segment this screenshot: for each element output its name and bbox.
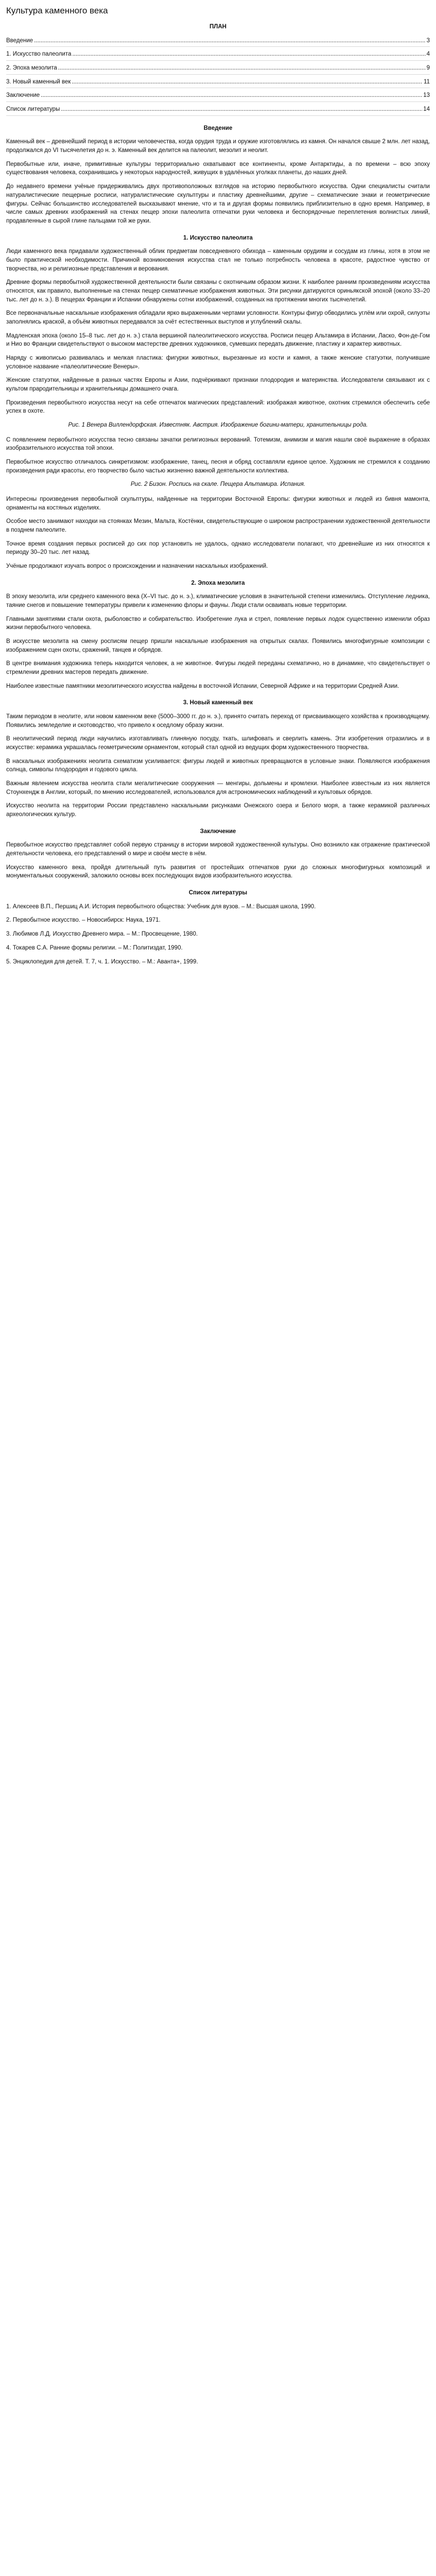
paragraph: С появлением первобытного искусства тесно связаны зачатки религиозных верований. Тотемизм, анимизм и магия нашли своё выражение в образах изобразительного искусства той эпохи. bbox=[6, 436, 430, 452]
toc-item-page: 13 bbox=[423, 92, 430, 99]
toc-leader bbox=[72, 78, 423, 87]
reference-item: 4. Токарев С.А. Ранние формы религии. – М.: Политиздат, 1990. bbox=[6, 944, 183, 951]
section-title: Заключение bbox=[200, 828, 236, 835]
paragraph: Искусство каменного века, пройдя длительный путь развития от простейших отпечатков руки до сложных многофигурных композиций и монументальных сооружений, заложило основы всех последующих видов изобразительного искусства. bbox=[6, 864, 430, 879]
paragraph: Искусство неолита на территории России представлено наскальными рисунками Онежского озера и Белого моря, а также керамикой различных археологических культур. bbox=[6, 803, 430, 818]
toc-item bbox=[6, 104, 430, 116]
toc-item-title: Список литературы bbox=[6, 106, 60, 113]
paragraph: Произведения первобытного искусства несут на себе отпечаток магических представлений: изображая животное, охотник стремился обеспечить себе успех в охоте. bbox=[6, 399, 430, 415]
toc-item bbox=[6, 49, 430, 61]
paragraph: Древние формы первобытной художественной деятельности были связаны с охотничьим образом жизни. К наиболее ранним произведениям искусства относятся, как правило, выполненные на стенах пещер схематичные изображения животных. Эти рисунки датируются ориньякской эпохой (около 33–20 тыс. лет до н. э.). В пещерах Франции и Испании обнаружены сотни изображений, созданных на протяжении многих тысячелетий. bbox=[6, 279, 430, 303]
document-body bbox=[6, 124, 430, 880]
reference-item: 3. Любимов Л.Д. Искусство Древнего мира. – М.: Просвещение, 1980. bbox=[6, 931, 198, 938]
paragraph: Наиболее известные памятники мезолитического искусства найдены в восточной Испании, Северной Африке и на территории Средней Азии. bbox=[6, 683, 399, 689]
references-title: Список литературы bbox=[188, 890, 248, 896]
table-of-contents bbox=[6, 36, 430, 116]
toc-item-page: 9 bbox=[426, 65, 430, 72]
toc-item-page: 11 bbox=[424, 78, 430, 85]
section-title: 2. Эпоха мезолита bbox=[191, 580, 245, 586]
paragraph: В центре внимания художника теперь находится человек, а не животное. Фигуры людей переданы схематично, но в динамике, что свидетельствует о стремлении древних мастеров передать движение. bbox=[6, 660, 430, 676]
paragraph: Особое место занимают находки на стоянках Мезин, Мальта, Костёнки, свидетельствующие о широком распространении художественной деятельности в позднем палеолите. bbox=[6, 518, 430, 533]
toc-item-title: 2. Эпоха мезолита bbox=[6, 65, 57, 72]
plan-heading: ПЛАН bbox=[210, 24, 226, 30]
toc-item-title: Введение bbox=[6, 37, 33, 44]
toc-item-page: 3 bbox=[426, 37, 430, 44]
toc-item-title: 1. Искусство палеолита bbox=[6, 51, 72, 58]
paragraph: Первобытное искусство отличалось синкретизмом: изображение, танец, песня и обряд составляли единое целое. Художник не стремился к созданию произведения ради красоты, его творчество было частью жизненно важной деятельности коллектива. bbox=[6, 459, 430, 474]
paragraph: В наскальных изображениях неолита схематизм усиливается: фигуры людей и животных превращаются в условные знаки. Появляются изображения солнца, символы плодородия и годового цикла. bbox=[6, 758, 430, 773]
paragraph: В неолитический период люди научились изготавливать глиняную посуду, ткать, шлифовать и сверлить камень. Эти изобретения отразились и в искусстве: керамика украшалась геометрическим орнаментом, который стал одной из ведущих форм художественного творчества. bbox=[6, 736, 430, 751]
paragraph: Точное время создания первых росписей до сих пор установить не удалось, однако исследователи полагают, что древнейшие из них относятся к периоду 30–20 тыс. лет назад. bbox=[6, 540, 430, 556]
paragraph: Люди каменного века придавали художественный облик предметам повседневного обихода – каменным орудиям и сосудам из глины, хотя в этом не было практической необходимости. Причиной возникновения искусства стал не только потребность человека в красоте, радостное чувство от творчества, но и религиозные представления и верования. bbox=[6, 248, 430, 272]
section-title: Введение bbox=[203, 125, 233, 131]
figure-caption: Рис. 1 Венера Виллендорфская. Известняк. Австрия. Изображение богини-матери, хранительницы рода. bbox=[68, 421, 368, 428]
toc-item-page: 4 bbox=[426, 51, 430, 58]
paragraph: Учёные продолжают изучать вопрос о происхождении и назначении наскальных изображений. bbox=[6, 563, 268, 569]
reference-item: 1. Алексеев В.П., Першиц А.И. История первобытного общества: Учебник для вузов. – М.: Высшая школа, 1990. bbox=[6, 903, 316, 910]
paragraph: Интересны произведения первобытной скульптуры, найденные на территории Восточной Европы: фигурки животных и людей из бивня мамонта, орнаменты на костяных изделиях. bbox=[6, 496, 430, 511]
paragraph: Первобытное искусство представляет собой первую страницу в истории мировой художественной культуры. Оно возникло как отражение практической деятельности человека, его представлений о мире и своём месте в нём. bbox=[6, 842, 430, 857]
section-title: 3. Новый каменный век bbox=[183, 700, 253, 706]
reference-item: 5. Энциклопедия для детей. Т. 7, ч. 1. Искусство. – М.: Аванта+, 1999. bbox=[6, 958, 198, 965]
paragraph: Наряду с живописью развивалась и мелкая пластика: фигурки животных, вырезанные из кости и камня, а также женские статуэтки, получившие условное название «палеолитические Венеры». bbox=[6, 354, 430, 370]
paragraph: Важным явлением искусства неолита стали мегалитические сооружения — менгиры, дольмены и кромлехи. Наиболее известным из них является Стоунхендж в Англии, который, по мнению исследователей, использовался для астрономических наблюдений и культовых обрядов. bbox=[6, 781, 430, 795]
toc-item-page: 14 bbox=[423, 106, 430, 113]
paragraph: Все первоначальные наскальные изображения обладали ярко выраженными чертами условности. Контуры фигур обводились углём или охрой, силуэты заполнялись краской, а объём животных передавался за счёт естественных выступов и углублений скалы. bbox=[6, 310, 430, 325]
paragraph: Первобытные или, иначе, примитивные культуры территориально охватывают все континенты, кроме Антарктиды, а по времени – всю эпоху существования человека, сохранившись у некоторых народностей, живущих в удалённых уголках планеты, до наших дней. bbox=[6, 161, 430, 176]
toc-leader bbox=[58, 64, 426, 73]
document-title: Культура каменного века bbox=[6, 6, 108, 15]
paragraph: Женские статуэтки, найденные в разных частях Европы и Азии, подчёркивают признаки плодородия и материнства. Исследователи связывают их с культом прародительницы и хранительницы домашнего очага. bbox=[6, 377, 430, 392]
toc-item-title: Заключение bbox=[6, 92, 40, 99]
paragraph: Главными занятиями стали охота, рыболовство и собирательство. Изобретение лука и стрел, появление первых лодок существенно изменили образ жизни первобытного человека. bbox=[6, 616, 430, 631]
toc-leader bbox=[34, 37, 426, 45]
toc-item bbox=[6, 77, 430, 89]
toc-leader bbox=[61, 105, 422, 114]
paragraph: В эпоху мезолита, или среднего каменного века (Х–VI тыс. до н. э.), климатические условия в значительной степени изменились. Отступление ледника, таяние снегов и повышение температуры привели к изменению флоры и фауны. Люди стали осваивать новые территории. bbox=[6, 594, 430, 609]
paragraph: До недавнего времени учёные придерживались двух противоположных взглядов на историю первобытного искусства. Одни специалисты считали натуралистические пещерные росписи, натуралистические скульптуры и пластику древнейшими, другие – схематические знаки и геометрические фигуры. Сейчас большинство исследователей высказывают мнение, что и та и другая формы появились приблизительно в одно время. Например, в числе самых древних изображений на стенах пещер эпохи палеолита отпечатки руки человека и беспорядочные переплетения волнистых линий, продавленные в сырой глине пальцами той же руки. bbox=[6, 183, 430, 224]
figure-caption: Рис. 2 Бизон. Роспись на скале. Пещера Альтамира. Испания. bbox=[130, 481, 306, 488]
reference-item: 2. Первобытное искусство. – Новосибирск: Наука, 1971. bbox=[6, 917, 161, 924]
toc-item bbox=[6, 36, 430, 47]
references-list bbox=[6, 903, 430, 966]
paragraph: Таким периодом в неолите, или новом каменном веке (5000–3000 гг. до н. э.), принято считать переход от присваивающего хозяйства к производящему. Появились земледелие и скотоводство, что привело к оседлому образу жизни. bbox=[6, 714, 430, 728]
toc-item bbox=[6, 63, 430, 75]
paragraph: Мадленская эпоха (около 15–8 тыс. лет до н. э.) стала вершиной палеолитического искусства. Росписи пещер Альтамира в Испании, Ласко, Фон-де-Гом и Нио во Франции свидетельствуют о высоком мастерстве древних художников, сумевших передать движение, пластику и характер животных. bbox=[6, 332, 430, 348]
paragraph: В искусстве мезолита на смену росписям пещер пришли наскальные изображения на открытых скалах. Появились многофигурные композиции с изображением сцен охоты, сражений, танцев и обрядов. bbox=[6, 638, 430, 653]
toc-leader bbox=[41, 91, 422, 100]
toc-leader bbox=[72, 50, 425, 59]
toc-item-title: 3. Новый каменный век bbox=[6, 78, 71, 85]
paragraph: Каменный век – древнейший период в истории человечества, когда орудия труда и оружие изготовлялись из камня. Он начался свыше 2 млн. лет назад, продолжался до VI тысячелетия до н. э. Каменный век делится на палеолит, мезолит и неолит. bbox=[6, 139, 430, 154]
toc-item bbox=[6, 90, 430, 102]
section-title: 1. Искусство палеолита bbox=[183, 234, 253, 241]
